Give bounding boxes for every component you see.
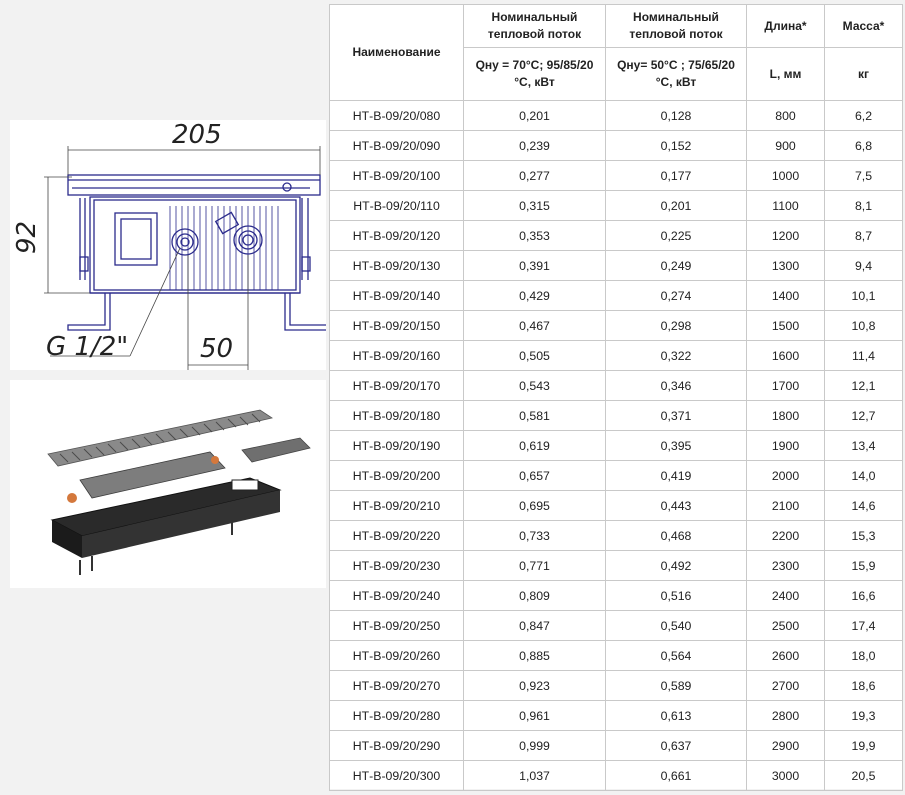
cell-length: 2800 bbox=[747, 701, 825, 731]
technical-drawing bbox=[10, 120, 326, 370]
cell-length: 1400 bbox=[747, 281, 825, 311]
cell-heat-flow-50: 0,443 bbox=[606, 491, 747, 521]
cell-length: 800 bbox=[747, 101, 825, 131]
cell-heat-flow-70: 0,999 bbox=[464, 731, 606, 761]
cell-mass: 15,3 bbox=[825, 521, 903, 551]
header-name: Наименование bbox=[330, 5, 464, 101]
cell-length: 2200 bbox=[747, 521, 825, 551]
table-row bbox=[330, 251, 903, 281]
cell-heat-flow-50: 0,540 bbox=[606, 611, 747, 641]
cell-heat-flow-50: 0,249 bbox=[606, 251, 747, 281]
cell-heat-flow-70: 0,543 bbox=[464, 371, 606, 401]
cell-heat-flow-70: 0,657 bbox=[464, 461, 606, 491]
table-row bbox=[330, 641, 903, 671]
cell-heat-flow-50: 0,564 bbox=[606, 641, 747, 671]
table-row bbox=[330, 311, 903, 341]
cell-mass: 8,7 bbox=[825, 221, 903, 251]
table-row bbox=[330, 431, 903, 461]
cell-heat-flow-50: 0,589 bbox=[606, 671, 747, 701]
cell-heat-flow-50: 0,298 bbox=[606, 311, 747, 341]
cell-mass: 13,4 bbox=[825, 431, 903, 461]
cell-length: 1200 bbox=[747, 221, 825, 251]
cell-model-name: НТ-В-09/20/150 bbox=[330, 311, 464, 341]
cell-mass: 12,1 bbox=[825, 371, 903, 401]
table-row bbox=[330, 191, 903, 221]
cell-mass: 10,1 bbox=[825, 281, 903, 311]
cell-model-name: НТ-В-09/20/180 bbox=[330, 401, 464, 431]
spec-table bbox=[329, 4, 903, 791]
cell-model-name: НТ-В-09/20/190 bbox=[330, 431, 464, 461]
cell-heat-flow-50: 0,395 bbox=[606, 431, 747, 461]
cell-length: 2500 bbox=[747, 611, 825, 641]
cell-length: 1100 bbox=[747, 191, 825, 221]
cell-model-name: НТ-В-09/20/280 bbox=[330, 701, 464, 731]
table-row bbox=[330, 731, 903, 761]
cell-mass: 17,4 bbox=[825, 611, 903, 641]
cell-heat-flow-50: 0,637 bbox=[606, 731, 747, 761]
header-length-sub: L, мм bbox=[747, 48, 825, 101]
header-flow50-sub: Qну= 50°С ; 75/65/20 °С, кВт bbox=[606, 48, 747, 101]
cell-heat-flow-50: 0,201 bbox=[606, 191, 747, 221]
cell-heat-flow-70: 0,809 bbox=[464, 581, 606, 611]
cell-heat-flow-70: 0,733 bbox=[464, 521, 606, 551]
cell-model-name: НТ-В-09/20/090 bbox=[330, 131, 464, 161]
cell-mass: 14,6 bbox=[825, 491, 903, 521]
table-row bbox=[330, 671, 903, 701]
cell-length: 1000 bbox=[747, 161, 825, 191]
cell-mass: 8,1 bbox=[825, 191, 903, 221]
cell-model-name: НТ-В-09/20/230 bbox=[330, 551, 464, 581]
cell-length: 2300 bbox=[747, 551, 825, 581]
cell-heat-flow-70: 0,277 bbox=[464, 161, 606, 191]
cell-length: 2100 bbox=[747, 491, 825, 521]
cell-model-name: НТ-В-09/20/260 bbox=[330, 641, 464, 671]
cell-model-name: НТ-В-09/20/100 bbox=[330, 161, 464, 191]
cell-heat-flow-70: 0,923 bbox=[464, 671, 606, 701]
cell-heat-flow-70: 0,695 bbox=[464, 491, 606, 521]
cell-model-name: НТ-В-09/20/210 bbox=[330, 491, 464, 521]
spec-table-container bbox=[329, 4, 902, 789]
header-flow50-title: Номинальный тепловой поток bbox=[606, 5, 747, 48]
cell-heat-flow-50: 0,274 bbox=[606, 281, 747, 311]
cell-heat-flow-70: 0,885 bbox=[464, 641, 606, 671]
cell-length: 2000 bbox=[747, 461, 825, 491]
cell-mass: 14,0 bbox=[825, 461, 903, 491]
table-row bbox=[330, 161, 903, 191]
cell-heat-flow-70: 0,847 bbox=[464, 611, 606, 641]
cell-mass: 6,8 bbox=[825, 131, 903, 161]
cell-heat-flow-70: 0,239 bbox=[464, 131, 606, 161]
cell-model-name: НТ-В-09/20/290 bbox=[330, 731, 464, 761]
table-row bbox=[330, 461, 903, 491]
cell-heat-flow-70: 0,391 bbox=[464, 251, 606, 281]
cell-length: 1700 bbox=[747, 371, 825, 401]
cell-model-name: НТ-В-09/20/110 bbox=[330, 191, 464, 221]
cell-length: 1900 bbox=[747, 431, 825, 461]
height-dimension-label: 92 bbox=[12, 220, 42, 254]
cell-length: 900 bbox=[747, 131, 825, 161]
cell-heat-flow-70: 0,353 bbox=[464, 221, 606, 251]
cell-model-name: НТ-В-09/20/140 bbox=[330, 281, 464, 311]
cell-length: 1600 bbox=[747, 341, 825, 371]
table-row bbox=[330, 371, 903, 401]
cell-model-name: НТ-В-09/20/170 bbox=[330, 371, 464, 401]
cell-heat-flow-70: 0,505 bbox=[464, 341, 606, 371]
cell-heat-flow-50: 0,152 bbox=[606, 131, 747, 161]
cell-mass: 18,0 bbox=[825, 641, 903, 671]
cell-model-name: НТ-В-09/20/120 bbox=[330, 221, 464, 251]
table-row bbox=[330, 761, 903, 791]
cell-heat-flow-50: 0,177 bbox=[606, 161, 747, 191]
width-dimension-label: 205 bbox=[172, 120, 222, 150]
cell-mass: 19,3 bbox=[825, 701, 903, 731]
cell-heat-flow-50: 0,613 bbox=[606, 701, 747, 731]
table-row bbox=[330, 101, 903, 131]
cell-mass: 19,9 bbox=[825, 731, 903, 761]
cell-heat-flow-70: 0,961 bbox=[464, 701, 606, 731]
cell-mass: 20,5 bbox=[825, 761, 903, 791]
cell-mass: 9,4 bbox=[825, 251, 903, 281]
cell-heat-flow-50: 0,516 bbox=[606, 581, 747, 611]
table-row bbox=[330, 401, 903, 431]
cell-heat-flow-50: 0,419 bbox=[606, 461, 747, 491]
cell-model-name: НТ-В-09/20/300 bbox=[330, 761, 464, 791]
offset-dimension-label: 50 bbox=[200, 334, 234, 364]
cell-mass: 16,6 bbox=[825, 581, 903, 611]
cell-heat-flow-70: 0,201 bbox=[464, 101, 606, 131]
cell-heat-flow-70: 0,429 bbox=[464, 281, 606, 311]
header-flow70-title: Номинальный тепловой поток bbox=[464, 5, 606, 48]
cell-heat-flow-70: 0,619 bbox=[464, 431, 606, 461]
cell-length: 1800 bbox=[747, 401, 825, 431]
cell-length: 2400 bbox=[747, 581, 825, 611]
table-row bbox=[330, 281, 903, 311]
cell-heat-flow-50: 0,128 bbox=[606, 101, 747, 131]
header-length-title: Длина* bbox=[747, 5, 825, 48]
table-row bbox=[330, 131, 903, 161]
cell-model-name: НТ-В-09/20/160 bbox=[330, 341, 464, 371]
table-row bbox=[330, 611, 903, 641]
cell-mass: 12,7 bbox=[825, 401, 903, 431]
cell-heat-flow-50: 0,371 bbox=[606, 401, 747, 431]
cell-heat-flow-50: 0,661 bbox=[606, 761, 747, 791]
cell-length: 2700 bbox=[747, 671, 825, 701]
table-row bbox=[330, 551, 903, 581]
cell-model-name: НТ-В-09/20/080 bbox=[330, 101, 464, 131]
cell-heat-flow-50: 0,346 bbox=[606, 371, 747, 401]
cell-length: 2900 bbox=[747, 731, 825, 761]
cell-mass: 11,4 bbox=[825, 341, 903, 371]
cell-mass: 10,8 bbox=[825, 311, 903, 341]
table-row bbox=[330, 581, 903, 611]
cell-heat-flow-50: 0,492 bbox=[606, 551, 747, 581]
cell-model-name: НТ-В-09/20/200 bbox=[330, 461, 464, 491]
convector-exploded-view bbox=[10, 380, 326, 588]
cell-heat-flow-70: 0,771 bbox=[464, 551, 606, 581]
cell-model-name: НТ-В-09/20/240 bbox=[330, 581, 464, 611]
cell-model-name: НТ-В-09/20/220 bbox=[330, 521, 464, 551]
table-row bbox=[330, 521, 903, 551]
table-row bbox=[330, 221, 903, 251]
cell-heat-flow-50: 0,225 bbox=[606, 221, 747, 251]
cell-heat-flow-50: 0,468 bbox=[606, 521, 747, 551]
table-row bbox=[330, 491, 903, 521]
product-render bbox=[10, 380, 326, 588]
header-flow70-sub: Qну = 70°С; 95/85/20 °С, кВт bbox=[464, 48, 606, 101]
cell-heat-flow-70: 0,315 bbox=[464, 191, 606, 221]
cell-model-name: НТ-В-09/20/270 bbox=[330, 671, 464, 701]
cell-model-name: НТ-В-09/20/130 bbox=[330, 251, 464, 281]
cell-mass: 7,5 bbox=[825, 161, 903, 191]
cell-heat-flow-50: 0,322 bbox=[606, 341, 747, 371]
cell-mass: 15,9 bbox=[825, 551, 903, 581]
cell-heat-flow-70: 0,581 bbox=[464, 401, 606, 431]
thread-size-label: G 1/2" bbox=[46, 332, 129, 362]
cell-length: 3000 bbox=[747, 761, 825, 791]
cell-heat-flow-70: 1,037 bbox=[464, 761, 606, 791]
cell-length: 2600 bbox=[747, 641, 825, 671]
cell-length: 1500 bbox=[747, 311, 825, 341]
table-row bbox=[330, 341, 903, 371]
header-mass-sub: кг bbox=[825, 48, 903, 101]
cell-mass: 18,6 bbox=[825, 671, 903, 701]
header-mass-title: Масса* bbox=[825, 5, 903, 48]
cell-mass: 6,2 bbox=[825, 101, 903, 131]
cell-heat-flow-70: 0,467 bbox=[464, 311, 606, 341]
cell-model-name: НТ-В-09/20/250 bbox=[330, 611, 464, 641]
cell-length: 1300 bbox=[747, 251, 825, 281]
spec-table-body bbox=[330, 101, 903, 791]
table-row bbox=[330, 701, 903, 731]
